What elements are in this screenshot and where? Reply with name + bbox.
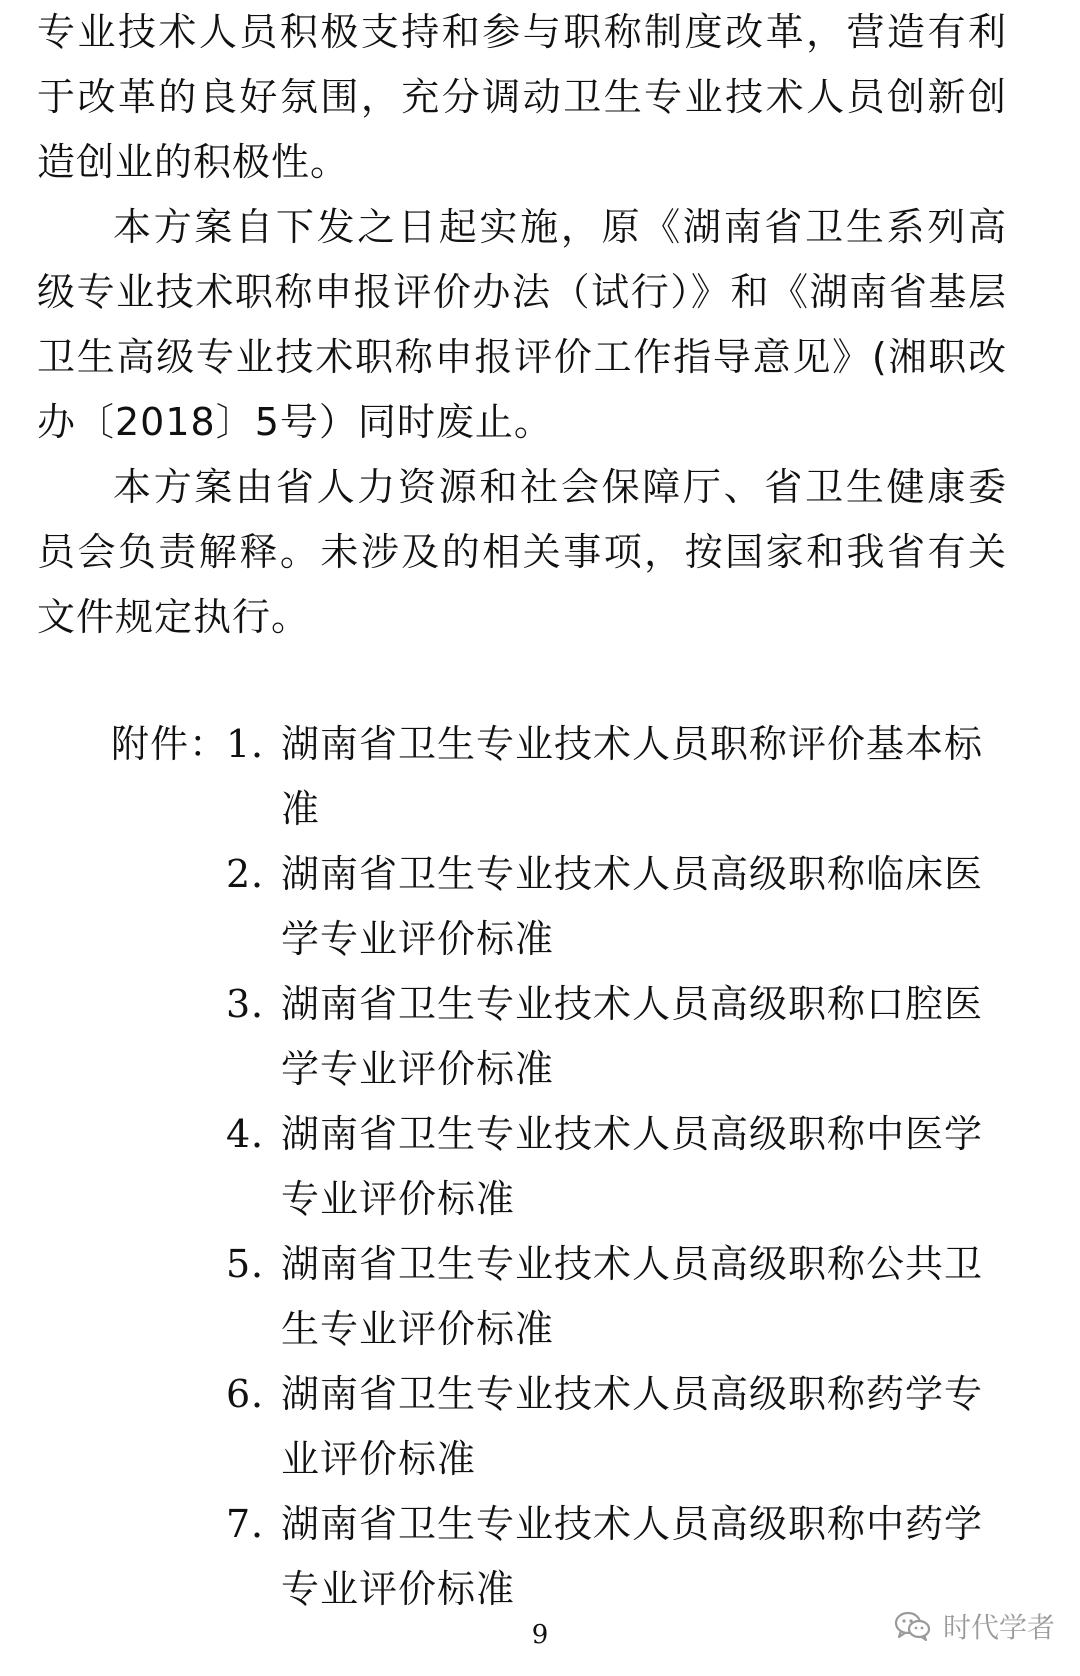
- attachment-title: 湖南省卫生专业技术人员高级职称中药学专业评价标准: [281, 1502, 984, 1611]
- attachment-number: 1．: [226, 722, 291, 766]
- attachment-number: 3．: [226, 982, 291, 1026]
- attachment-title: 湖南省卫生专业技术人员高级职称药学专业评价标准: [281, 1372, 984, 1481]
- attachment-item: [37, 972, 1007, 1102]
- attachment-item: [37, 1102, 1007, 1232]
- attachment-number: 4．: [226, 1112, 291, 1156]
- attachment-number: 7．: [226, 1502, 291, 1546]
- watermark-text: 时代学者: [943, 1611, 1056, 1644]
- page-number: 9: [531, 1620, 549, 1650]
- attachments-label: 附件：: [111, 722, 229, 766]
- body-text: [37, 0, 1007, 650]
- attachments-list: [37, 712, 1007, 1622]
- attachment-item: [37, 1362, 1007, 1492]
- paragraph-2: 本方案自下发之日起实施，原《湖南省卫生系列高级专业技术职称申报评价办法（试行）》和《湖南省基层卫生高级专业技术职称申报评价工作指导意见》(湘职改办〔2018〕5号）同时废止。: [37, 205, 1007, 444]
- attachment-item: [37, 1232, 1007, 1362]
- attachment-title: 湖南省卫生专业技术人员高级职称公共卫生专业评价标准: [281, 1242, 984, 1351]
- attachment-item: [37, 1492, 1007, 1622]
- paragraph-3: 本方案由省人力资源和社会保障厅、省卫生健康委员会负责解释。未涉及的相关事项，按国家和我省有关文件规定执行。: [37, 465, 1007, 639]
- paragraph-1: 专业技术人员积极支持和参与职称制度改革，营造有利于改革的良好氛围，充分调动卫生专业技术人员创新创造创业的积极性。: [37, 10, 1007, 184]
- attachment-title: 湖南省卫生专业技术人员高级职称中医学专业评价标准: [281, 1112, 984, 1221]
- attachment-item: [37, 842, 1007, 972]
- attachment-number: 6．: [226, 1372, 291, 1416]
- attachment-item: [37, 712, 1007, 842]
- attachment-number: 5．: [226, 1242, 291, 1286]
- attachment-title: 湖南省卫生专业技术人员高级职称临床医学专业评价标准: [281, 852, 984, 961]
- attachment-title: 湖南省卫生专业技术人员高级职称口腔医学专业评价标准: [281, 982, 984, 1091]
- attachment-title: 湖南省卫生专业技术人员职称评价基本标准: [281, 722, 984, 831]
- attachment-number: 2．: [226, 852, 291, 896]
